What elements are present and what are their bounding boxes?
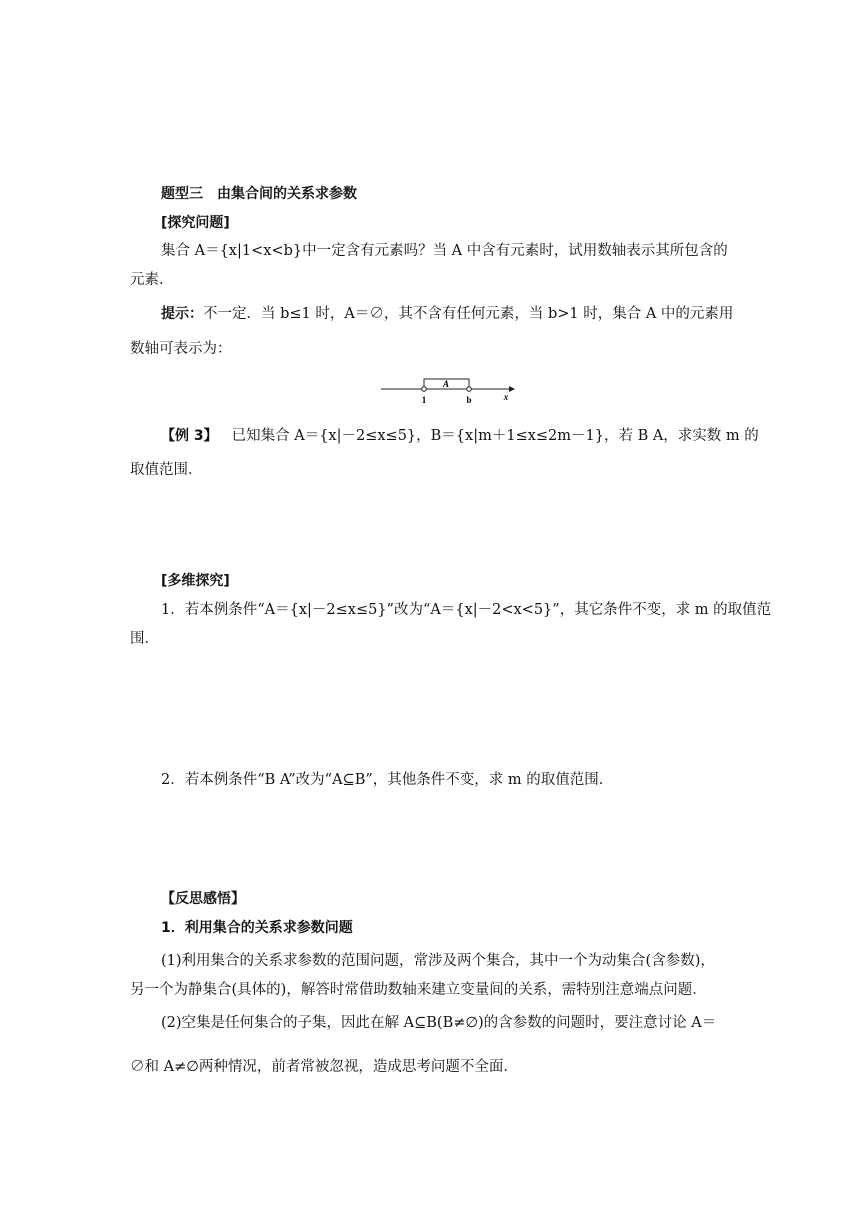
- explore-question-line-2: 元素．: [130, 272, 174, 288]
- multi-q2: 2．若本例条件“B A”改为“A⊆B”，其他条件不变，求 m 的取值范围．: [161, 772, 614, 788]
- open-point-right: [467, 387, 472, 392]
- hint-line-1: [161, 304, 733, 324]
- reflection-p2-line-1: (2)空集是任何集合的子集，因此在解 A⊆B(B≠∅)的含参数的问题时，要注意讨论 A＝: [161, 1015, 717, 1031]
- hint-text: 不一定．当 b≤1 时，A＝∅，其不含有任何元素，当 b>1 时，集合 A 中的元素用: [203, 306, 734, 322]
- reflection-heading: 【反思感悟】: [161, 891, 245, 907]
- example-line-1: [161, 426, 759, 446]
- set-label: A: [442, 379, 450, 389]
- multi-q1-line-2: 围．: [130, 631, 159, 647]
- explore-question-line-1: 集合 A＝{x|1<x<b}中一定含有元素吗？当 A 中含有元素时，试用数轴表示其所包含的: [161, 243, 728, 259]
- open-point-left: [422, 387, 427, 392]
- hint-label: 提示：: [161, 306, 203, 322]
- number-line-figure: [375, 372, 525, 408]
- tick-label-right: b: [466, 395, 472, 405]
- multi-heading: [多维探究]: [161, 573, 230, 589]
- axis-label: x: [503, 392, 509, 402]
- reflection-p2-line-2: ∅和 A≠∅两种情况，前者常被忽视，造成思考问题不全面．: [130, 1059, 518, 1075]
- tick-label-left: 1: [421, 395, 427, 405]
- section-title: [161, 184, 357, 204]
- section-title-label: 题型三: [161, 186, 203, 202]
- reflection-point-1: 1．利用集合的关系求参数问题: [161, 920, 353, 936]
- example-label: 【例 3】: [161, 428, 218, 444]
- example-text: 已知集合 A＝{x|－2≤x≤5}，B＝{x|m＋1≤x≤2m－1}，若 B A，求实数 m 的: [231, 428, 759, 444]
- hint-line-2: 数轴可表示为：: [130, 341, 232, 357]
- explore-heading: [探究问题]: [161, 215, 230, 231]
- section-title-text: 由集合间的关系求参数: [217, 186, 357, 202]
- example-line-2: 取值范围．: [130, 462, 203, 478]
- reflection-p1-line-1: (1)利用集合的关系求参数的范围问题，常涉及两个集合，其中一个为动集合(含参数)，: [161, 953, 715, 969]
- reflection-p1-line-2: 另一个为静集合(具体的)，解答时常借助数轴来建立变量间的关系，需特别注意端点问题．: [130, 982, 707, 998]
- axis-arrow-icon: [509, 386, 515, 392]
- multi-q1-line-1: 1．若本例条件“A＝{x|－2≤x≤5}”改为“A＝{x|－2<x<5}”，其它条件不变，求 m 的取值范: [161, 602, 772, 618]
